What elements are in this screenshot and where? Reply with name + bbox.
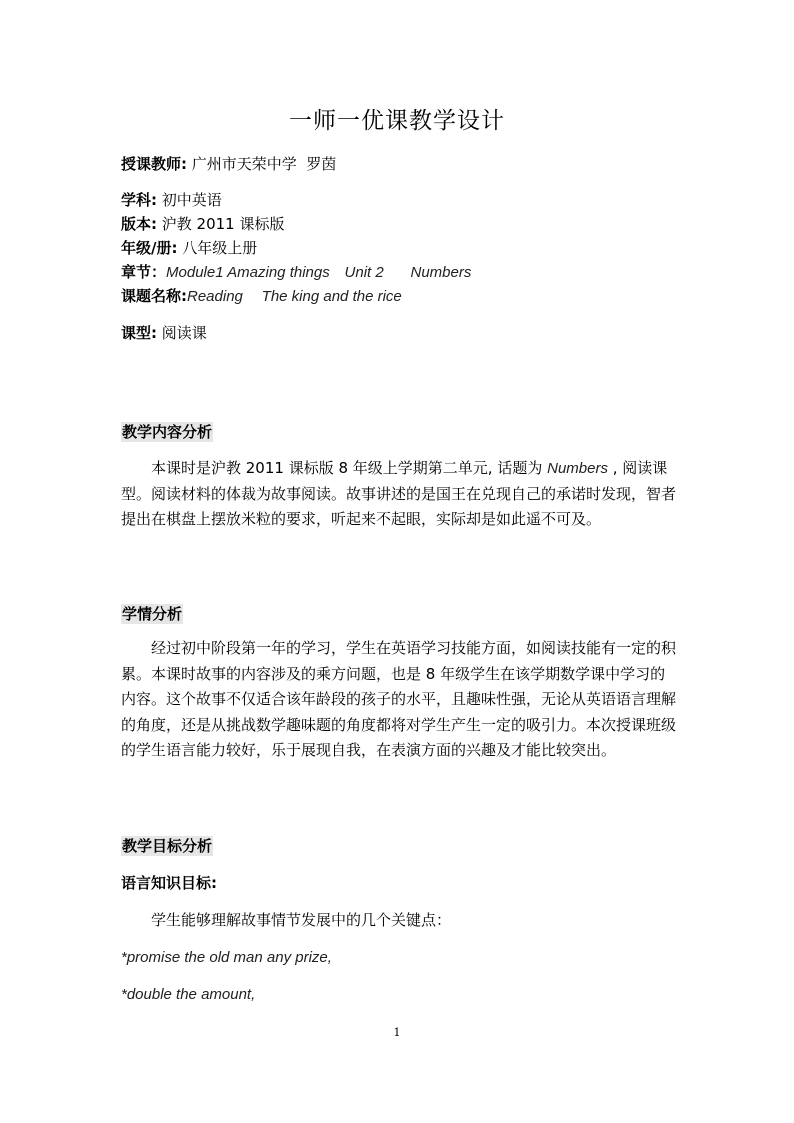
chapter-line (121, 262, 471, 283)
chapter-topic: Numbers (410, 264, 472, 281)
subject-label: 学科: (121, 191, 157, 209)
content-analysis-paragraph (121, 456, 677, 533)
subject-value: 初中英语 (161, 191, 222, 209)
lesson-line (121, 286, 402, 307)
page-number: 1 (393, 1026, 401, 1039)
lesson-label: 课题名称: (121, 287, 187, 305)
chapter-module: Module1 Amazing things (166, 264, 330, 281)
teacher-label: 授课教师: (121, 155, 187, 173)
edition-value: 沪教 2011 课标版 (161, 215, 285, 233)
content-p-numbers: Numbers (547, 460, 608, 477)
document-title: 一师一优课教学设计 (289, 108, 505, 134)
chapter-unit: Unit 2 (344, 264, 384, 281)
edition-line (121, 214, 285, 234)
content-analysis-heading: 教学内容分析 (122, 423, 213, 441)
content-p-a: 本课时是沪教 2011 课标版 8 年级上学期第二单元, 话题为 (151, 459, 548, 477)
key-point-2: *double the amount, (121, 986, 256, 1003)
type-label: 课型: (121, 324, 157, 342)
teacher-value: 广州市天荣中学 罗茵 (191, 155, 337, 173)
grade-line (121, 238, 257, 258)
type-value: 阅读课 (161, 324, 207, 342)
language-goal-intro-text: 学生能够理解故事情节发展中的几个关键点： (151, 911, 452, 929)
learner-p: 经过初中阶段第一年的学习，学生在英语学习技能方面，如阅读技能有一定的积累。本课时故事的内容涉及的乘方问题，也是 8 年级学生在该学期数学课中学习的内容。这个故事不仅适合该年龄段的孩子的水平，且趣味性强，无论从英语语言理解的角度，还是从挑战数学趣味题的角度都将对学生产生一定的吸引力。本次授课班级的学生语言能力较好，乐于展现自我，在表演方面的兴趣及才能比较突出。 (121, 639, 677, 759)
grade-label: 年级/册: (121, 239, 178, 257)
grade-value: 八年级上册 (182, 239, 258, 257)
teacher-line (121, 154, 336, 174)
language-goal-label: 语言知识目标: (121, 874, 217, 892)
language-goal-intro (121, 910, 451, 930)
learner-analysis-paragraph (121, 636, 677, 764)
edition-label: 版本: (121, 215, 157, 233)
goals-analysis-heading: 教学目标分析 (122, 837, 213, 855)
lesson-type-en: Reading (187, 288, 243, 305)
content-p-b: , 阅读课型。阅读材料的体裁为故事阅读。故事讲述的是国王在兑现自己的承诺时发现，智者提出在棋盘上摆放米粒的要求，听起来不起眼，实际却是如此遥不可及。 (121, 459, 677, 528)
chapter-label: 章节： (121, 263, 167, 281)
key-point-1: *promise the old man any prize, (121, 949, 332, 966)
learner-analysis-heading: 学情分析 (122, 605, 183, 623)
subject-line (121, 190, 222, 210)
type-line (121, 323, 207, 343)
lesson-title: The king and the rice (261, 288, 402, 305)
